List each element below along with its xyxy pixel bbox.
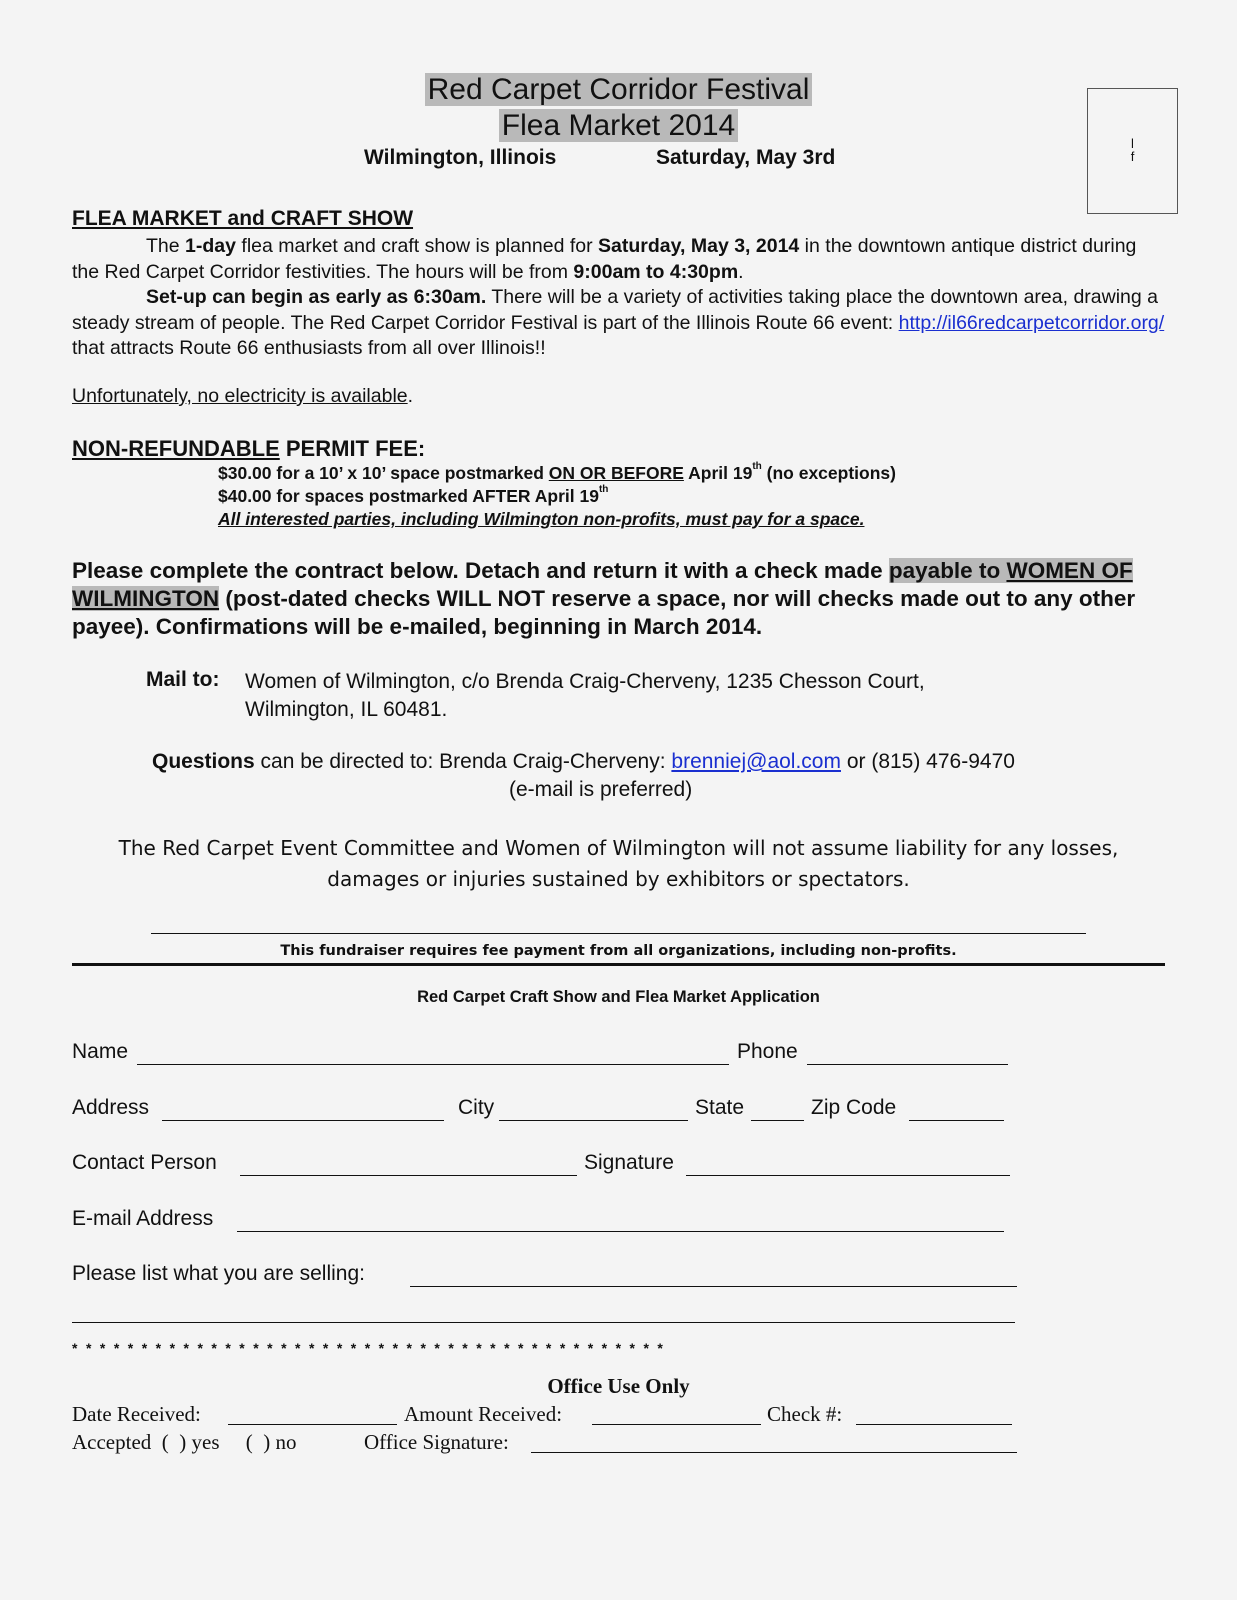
amount-received-label: Amount Received: xyxy=(404,1402,563,1426)
contract-instructions: Please complete the contract below. Detach and return it with a check made payable to WOMEN OF WILMINGTON (post-dated checks WILL NOT reserve a space, nor will checks made out to any other payee). Confirmations will be e-mailed, beginning in March 2014. xyxy=(72,558,1136,639)
section-heading: FLEA MARKET and CRAFT SHOW xyxy=(72,207,414,230)
state-label: State xyxy=(695,1096,745,1119)
email-address-field[interactable] xyxy=(237,1208,1004,1232)
check-number-field[interactable] xyxy=(856,1402,1012,1425)
zip-label: Zip Code xyxy=(811,1096,897,1119)
no-electricity-note: Unfortunately, no electricity is available. xyxy=(72,385,414,407)
date-received-field[interactable] xyxy=(228,1402,397,1425)
intro-paragraph: The 1-day flea market and craft show is planned for Saturday, May 3, 2014 in the downtown antique district during the Red Carpet Corridor festivities. The hours will be from 9:00am to 4:30pm. xyxy=(72,235,1137,283)
phone-label: Phone xyxy=(737,1040,798,1063)
email-preferred-note: (e-mail is preferred) xyxy=(509,778,693,801)
star-separator: * * * * * * * * * * * * * * * * * * * * * * * * * * * * * * * * * * * * * * * * * * * xyxy=(72,1340,666,1356)
location: Wilmington, Illinois xyxy=(364,146,557,169)
detach-line xyxy=(72,963,1165,966)
fundraiser-note: This fundraiser requires fee payment from all organizations, including non-profits. xyxy=(280,943,957,959)
city-label: City xyxy=(458,1096,495,1119)
check-number-label: Check #: xyxy=(767,1402,843,1426)
amount-received-field[interactable] xyxy=(592,1402,761,1425)
event-date: Saturday, May 3rd xyxy=(656,146,836,169)
corner-box-text1: l xyxy=(1131,136,1134,151)
email-address-label: E-mail Address xyxy=(72,1207,214,1230)
mail-address: Women of Wilmington, c/o Brenda Craig-Cherveny, 1235 Chesson Court, Wilmington, IL 60481. xyxy=(245,670,925,721)
corner-box-text2: f xyxy=(1130,149,1135,164)
contact-person-field[interactable] xyxy=(240,1152,577,1176)
setup-paragraph: Set-up can begin as early as 6:30am. There will be a variety of activities taking place the downtown area, drawing a steady stream of people. The Red Carpet Corridor Festival is part of the Illinois Route 66 event: http://il66redcarpetcorridor.org/ that attracts Route 66 enthusiasts from all over Illinois!! xyxy=(72,286,1165,359)
office-signature-label: Office Signature: xyxy=(364,1430,509,1454)
divider-line xyxy=(151,933,1086,934)
liability-notice: The Red Carpet Event Committee and Women of Wilmington will not assume liability for any losses, damages or injuries sustained by exhibitors or spectators. xyxy=(118,836,1119,891)
city-field[interactable] xyxy=(499,1097,688,1121)
fee-line-late: $40.00 for spaces postmarked AFTER April 19th xyxy=(218,484,609,506)
address-field[interactable] xyxy=(162,1097,444,1121)
title-line1: Red Carpet Corridor Festival xyxy=(0,72,1237,108)
office-use-title: Office Use Only xyxy=(547,1374,690,1398)
selling-label: Please list what you are selling: xyxy=(72,1262,365,1285)
fee-line-all: All interested parties, including Wilmington non-profits, must pay for a space. xyxy=(218,509,865,529)
title-line2: Flea Market 2014 xyxy=(0,108,1237,144)
name-field[interactable] xyxy=(137,1041,729,1065)
accepted-options[interactable]: Accepted ( ) yes ( ) no xyxy=(72,1430,297,1454)
zip-field[interactable] xyxy=(909,1097,1004,1121)
application-title: Red Carpet Craft Show and Flea Market Application xyxy=(417,988,820,1006)
fee-heading: NON-REFUNDABLE PERMIT FEE: xyxy=(72,436,426,461)
state-field[interactable] xyxy=(751,1097,804,1121)
phone-field[interactable] xyxy=(807,1041,1008,1065)
fee-line-early: $30.00 for a 10’ x 10’ space postmarked ON OR BEFORE April 19th (no exceptions) xyxy=(218,461,896,483)
selling-field[interactable] xyxy=(410,1263,1017,1287)
questions-line: Questions can be directed to: Brenda Craig-Cherveny: brenniej@aol.com or (815) 476-9470 xyxy=(152,750,1015,773)
signature-field[interactable] xyxy=(686,1152,1010,1176)
contact-person-label: Contact Person xyxy=(72,1151,217,1174)
office-signature-field[interactable] xyxy=(531,1430,1017,1453)
name-label: Name xyxy=(72,1040,129,1063)
date-received-label: Date Received: xyxy=(72,1402,201,1426)
signature-label: Signature xyxy=(584,1151,674,1174)
website-link[interactable]: http://il66redcarpetcorridor.org/ xyxy=(898,311,1165,334)
address-label: Address xyxy=(72,1096,150,1119)
mail-label: Mail to: xyxy=(146,668,220,691)
corner-box xyxy=(1087,88,1178,214)
email-link[interactable]: brenniej@aol.com xyxy=(671,750,841,773)
selling-field-continued[interactable] xyxy=(72,1320,1015,1323)
